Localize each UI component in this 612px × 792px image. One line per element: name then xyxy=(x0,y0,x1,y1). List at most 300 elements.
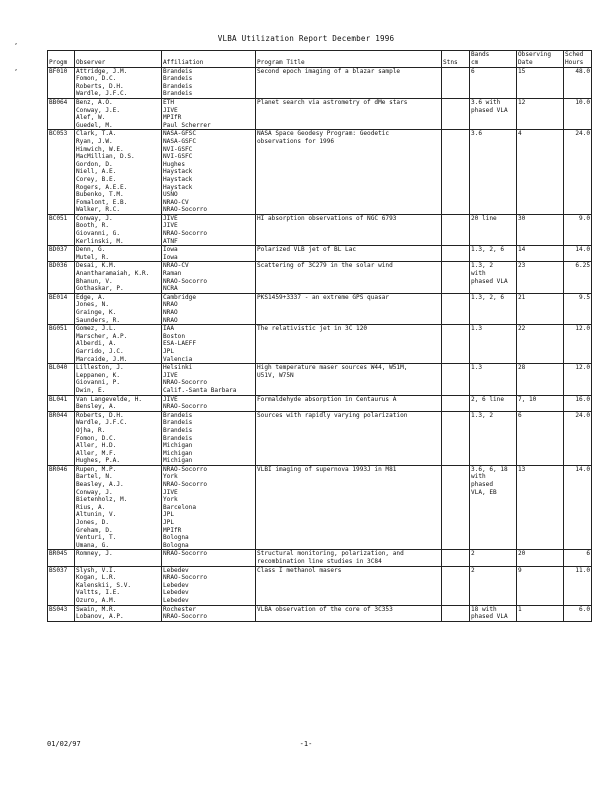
program-title xyxy=(256,67,442,98)
bands-line: with xyxy=(471,270,486,278)
observer-name: Booth, R. xyxy=(76,222,110,230)
observing-date xyxy=(517,130,564,215)
affiliation-name: ETH xyxy=(163,98,175,106)
program-title xyxy=(256,605,442,621)
affiliation-name: Bologna xyxy=(163,534,189,542)
observer-name: Roberts, D.H. xyxy=(76,82,124,90)
affiliation-name: Brandeis xyxy=(163,90,193,98)
affiliation-name: NRAO-Socorro xyxy=(163,379,208,387)
observer-name: Rogers, A.E.E. xyxy=(76,183,128,191)
program-code: BE014 xyxy=(48,293,75,324)
program-code: BR044 xyxy=(48,411,75,465)
table-row xyxy=(48,325,592,364)
date-line: 23 xyxy=(518,262,526,270)
affiliation-name: Haystack xyxy=(163,175,193,183)
observer-list xyxy=(75,566,162,605)
observer-list xyxy=(75,130,162,215)
scheduled-hours: 6.25 xyxy=(564,262,592,293)
bands xyxy=(470,293,517,324)
affiliation-name: JIVE xyxy=(163,106,178,114)
affiliation-name: Haystack xyxy=(163,168,193,176)
affiliation-name: NRAO-Socorro xyxy=(163,550,208,558)
affiliation-list xyxy=(162,246,256,262)
scheduled-hours: 9.5 xyxy=(564,293,592,324)
table-row xyxy=(48,605,592,621)
scheduled-hours: 48.0 xyxy=(564,67,592,98)
affiliation-name: Brandeis xyxy=(163,434,193,442)
date-line: 20 xyxy=(518,550,526,558)
observer-name: MacMillian, D.S. xyxy=(76,153,135,161)
scheduled-hours: 16.0 xyxy=(564,395,592,411)
scheduled-hours: 14.0 xyxy=(564,465,592,550)
observer-name: Attridge, J.M. xyxy=(76,67,128,75)
date-line: 14 xyxy=(518,246,526,254)
observer-name: Bartel, N. xyxy=(76,473,113,481)
observer-name: Jones, N. xyxy=(76,301,110,309)
program-title xyxy=(256,395,442,411)
affiliation-name: Raman xyxy=(163,270,182,278)
observer-name: Garrido, J.C. xyxy=(76,347,124,355)
bands-line: 2, 6 line xyxy=(471,395,505,403)
observer-list xyxy=(75,293,162,324)
observing-date xyxy=(517,325,564,364)
observer-name: Ryan, J.W. xyxy=(76,137,113,145)
title-line: Scattering of 3C279 in the solar wind xyxy=(257,262,393,270)
observer-name: Saunders, R. xyxy=(76,316,121,324)
affiliation-name: ATNF xyxy=(163,237,178,245)
title-line: observations for 1996 xyxy=(257,137,335,145)
scheduled-hours: 12.0 xyxy=(564,364,592,395)
observer-name: Wardle, J.F.C. xyxy=(76,90,128,98)
title-line: NASA Space Geodesy Program: Geodetic xyxy=(257,130,390,138)
col-header-program: Progm xyxy=(48,51,75,68)
bands xyxy=(470,411,517,465)
header-line: Observing xyxy=(518,51,552,58)
observer-list xyxy=(75,605,162,621)
program-code: BD036 xyxy=(48,262,75,293)
margin-mark: , xyxy=(14,38,19,46)
observer-name: Niell, A.E. xyxy=(76,168,117,176)
bands xyxy=(470,214,517,245)
program-code: BD037 xyxy=(48,246,75,262)
affiliation-name: NCRA xyxy=(163,285,178,293)
program-code: BL041 xyxy=(48,395,75,411)
stations xyxy=(442,364,470,395)
stations xyxy=(442,395,470,411)
bands xyxy=(470,130,517,215)
affiliation-list xyxy=(162,98,256,129)
affiliation-list xyxy=(162,566,256,605)
bands-line: 3.6 with xyxy=(471,98,501,106)
bands-line: phased VLA xyxy=(471,106,508,114)
affiliation-name: JIVE xyxy=(163,214,178,222)
affiliation-name: Brandeis xyxy=(163,419,193,427)
affiliation-name: JPL xyxy=(163,511,175,519)
bands-line: 1.3, 2 xyxy=(471,411,494,419)
affiliation-name: NASA-GSFC xyxy=(163,137,197,145)
date-line: 4 xyxy=(518,130,522,138)
observer-list xyxy=(75,411,162,465)
affiliation-name: NRAO-Socorro xyxy=(163,403,208,411)
observing-date xyxy=(517,262,564,293)
affiliation-name: JIVE xyxy=(163,395,178,403)
affiliation-name: NRAO xyxy=(163,301,178,309)
affiliation-name: Lebedev xyxy=(163,589,189,597)
affiliation-name: NRAO-Socorro xyxy=(163,465,208,473)
observer-name: Conway, J.E. xyxy=(76,106,121,114)
bands-line: phased VLA xyxy=(471,277,508,285)
observer-name: Rupen, M.P. xyxy=(76,465,117,473)
observer-name: Fomon, D.C. xyxy=(76,75,117,83)
scheduled-hours: 12.0 xyxy=(564,325,592,364)
observer-list xyxy=(75,214,162,245)
bands-line: phased VLA xyxy=(471,613,508,621)
affiliation-list xyxy=(162,325,256,364)
affiliation-name: Haystack xyxy=(163,183,193,191)
observer-name: Umana, G. xyxy=(76,541,110,549)
observer-name: Gothaskar, P. xyxy=(76,285,124,293)
observer-name: Walker, R.C. xyxy=(76,206,121,214)
affiliation-name: NRAO xyxy=(163,316,178,324)
date-line: 15 xyxy=(518,67,526,75)
observer-name: Swain, M.R. xyxy=(76,605,117,613)
title-line: Class I methanol masers xyxy=(257,566,342,574)
observer-list xyxy=(75,364,162,395)
program-title xyxy=(256,98,442,129)
observing-date xyxy=(517,67,564,98)
affiliation-name: Michigan xyxy=(163,449,193,457)
observer-name: Ojha, R. xyxy=(76,426,106,434)
observing-date xyxy=(517,364,564,395)
col-header-date xyxy=(517,51,564,68)
table-row xyxy=(48,550,592,566)
observer-name: Van Langevelde, H. xyxy=(76,395,143,403)
observing-date xyxy=(517,214,564,245)
affiliation-name: MPIfR xyxy=(163,526,182,534)
table-row xyxy=(48,566,592,605)
observer-name: Marscher, A.P. xyxy=(76,332,128,340)
affiliation-name: USNO xyxy=(163,191,178,199)
program-code: BR045 xyxy=(48,550,75,566)
affiliation-name: JPL xyxy=(163,519,175,527)
bands-line: 1.3, 2, 6 xyxy=(471,246,505,254)
title-line: Structural monitoring, polarization, and xyxy=(257,550,404,558)
program-title xyxy=(256,325,442,364)
affiliation-name: Paul Scherrer xyxy=(163,121,211,129)
observer-name: Bhanun, V. xyxy=(76,277,113,285)
title-line: recombination line studies in 3C84 xyxy=(257,558,382,565)
affiliation-list xyxy=(162,411,256,465)
affiliation-name: NASA-GFSC xyxy=(163,130,197,138)
affiliation-list xyxy=(162,262,256,293)
program-title xyxy=(256,293,442,324)
report-title: VLBA Utilization Report December 1996 xyxy=(217,34,395,43)
affiliation-name: NRAO-Socorro xyxy=(163,230,208,238)
program-code: BS037 xyxy=(48,566,75,605)
affiliation-name: York xyxy=(163,473,178,481)
affiliation-name: Valencia xyxy=(163,355,193,363)
observer-name: Alberdi, A. xyxy=(76,340,117,348)
affiliation-name: Rochester xyxy=(163,605,197,613)
page-number: -1- xyxy=(299,740,313,748)
observing-date xyxy=(517,411,564,465)
affiliation-name: Brandeis xyxy=(163,82,193,90)
bands-line: 1.3 xyxy=(471,364,483,372)
observing-date xyxy=(517,395,564,411)
stations xyxy=(442,293,470,324)
bands-line: 18 with xyxy=(471,605,497,613)
col-header-bands xyxy=(470,51,517,68)
affiliation-name: NVI-GSFC xyxy=(163,145,193,153)
observer-name: Rius, A. xyxy=(76,503,106,511)
date-line: 13 xyxy=(518,465,526,473)
bands xyxy=(470,550,517,566)
affiliation-name: Iowa xyxy=(163,253,178,261)
col-header-affiliation: Affiliation xyxy=(162,51,256,68)
observer-list xyxy=(75,325,162,364)
bands-line: 1.3, 2, 6 xyxy=(471,293,505,301)
date-line: 28 xyxy=(518,364,526,372)
table-row xyxy=(48,67,592,98)
margin-mark: , xyxy=(14,64,19,72)
affiliation-list xyxy=(162,395,256,411)
table-row xyxy=(48,130,592,215)
stations xyxy=(442,465,470,550)
program-title xyxy=(256,465,442,550)
scheduled-hours: 10.0 xyxy=(564,98,592,129)
header-line: Hours xyxy=(565,58,584,66)
utilization-table xyxy=(47,50,592,622)
observer-name: Romney, J. xyxy=(76,550,113,558)
observer-name: Leppanen, K. xyxy=(76,371,121,379)
stations xyxy=(442,98,470,129)
observer-name: Anantharamaiah, K.R. xyxy=(76,270,150,278)
date-line: 12 xyxy=(518,98,526,106)
affiliation-name: MPIfR xyxy=(163,114,182,122)
program-code: BG051 xyxy=(48,325,75,364)
observer-name: Himwich, W.E. xyxy=(76,145,124,153)
affiliation-list xyxy=(162,293,256,324)
bands-line: 3.6, 6, 18 xyxy=(471,465,508,473)
affiliation-name: NRAO-Socorro xyxy=(163,277,208,285)
col-header-stns: Stns xyxy=(442,51,470,68)
footer-date: 01/02/97 xyxy=(47,740,81,748)
affiliation-name: Lebedev xyxy=(163,566,189,574)
observer-list xyxy=(75,67,162,98)
affiliation-name: Calif.-Santa Barbara xyxy=(163,386,237,394)
date-line: 9 xyxy=(518,566,522,574)
affiliation-list xyxy=(162,465,256,550)
scheduled-hours: 14.0 xyxy=(564,246,592,262)
observer-name: Lobanov, A.P. xyxy=(76,613,124,621)
affiliation-name: IAA xyxy=(163,325,175,333)
bands xyxy=(470,325,517,364)
date-line: 30 xyxy=(518,214,526,222)
table-row xyxy=(48,98,592,129)
title-line: Sources with rapidly varying polarization xyxy=(257,411,408,419)
observer-name: Greham, D. xyxy=(76,526,113,534)
title-line: Second epoch imaging of a blazar sample xyxy=(257,67,401,75)
header-line: Sched xyxy=(565,51,584,58)
program-code: BR046 xyxy=(48,465,75,550)
stations xyxy=(442,67,470,98)
table-row xyxy=(48,364,592,395)
bands-line: 2 xyxy=(471,566,475,574)
affiliation-name: Michigan xyxy=(163,457,193,465)
affiliation-name: NRAO xyxy=(163,309,178,316)
observer-name: Valtts, I.E. xyxy=(76,589,121,597)
bands-line: 6 xyxy=(471,67,475,75)
table-body xyxy=(48,67,592,621)
stations xyxy=(442,214,470,245)
table-row xyxy=(48,465,592,550)
bands xyxy=(470,364,517,395)
affiliation-list xyxy=(162,214,256,245)
observer-name: Benz, A.O. xyxy=(76,98,113,106)
affiliation-name: NRAO-CV xyxy=(163,198,189,206)
observer-name: Guedel, M. xyxy=(76,121,113,129)
affiliation-list xyxy=(162,67,256,98)
observer-name: Alef, W. xyxy=(76,114,106,122)
title-line: U51V, W75N xyxy=(257,371,294,379)
observer-name: Grainge, K. xyxy=(76,309,117,316)
scheduled-hours: 11.0 xyxy=(564,566,592,605)
affiliation-name: Hughes xyxy=(163,160,186,168)
observing-date xyxy=(517,293,564,324)
affiliation-name: NRAO-Socorro xyxy=(163,206,208,214)
scheduled-hours: 9.0 xyxy=(564,214,592,245)
affiliation-name: JIVE xyxy=(163,222,178,230)
affiliation-name: York xyxy=(163,496,178,504)
bands xyxy=(470,262,517,293)
observer-name: Giovanni, P. xyxy=(76,379,121,387)
table-row xyxy=(48,395,592,411)
observing-date xyxy=(517,98,564,129)
observer-name: Dwin, E. xyxy=(76,386,106,394)
observer-name: Aller, H.D. xyxy=(76,442,117,450)
date-line: 7, 10 xyxy=(518,395,537,403)
program-code: BB064 xyxy=(48,98,75,129)
table-row xyxy=(48,262,592,293)
affiliation-list xyxy=(162,130,256,215)
observer-name: Fomalont, E.B. xyxy=(76,198,128,206)
observing-date xyxy=(517,465,564,550)
date-line: 1 xyxy=(518,605,522,613)
observer-list xyxy=(75,395,162,411)
affiliation-name: Barcelona xyxy=(163,503,197,511)
title-line: Planet search via astrometry of dMe stars xyxy=(257,98,408,106)
date-line: 22 xyxy=(518,325,526,333)
program-title xyxy=(256,214,442,245)
affiliation-name: Lebedev xyxy=(163,581,189,589)
bands xyxy=(470,566,517,605)
affiliation-name: Brandeis xyxy=(163,411,193,419)
observer-name: Kalenskii, S.V. xyxy=(76,581,132,589)
bands xyxy=(470,395,517,411)
affiliation-list xyxy=(162,605,256,621)
observer-name: Bietenholz, M. xyxy=(76,496,128,504)
affiliation-name: Iowa xyxy=(163,246,178,254)
program-title xyxy=(256,566,442,605)
observer-name: Kerlinski, M. xyxy=(76,237,124,245)
bands-line: VLA, EB xyxy=(471,488,497,496)
observer-name: Venturi, T. xyxy=(76,534,117,542)
observer-list xyxy=(75,98,162,129)
observer-name: Bubenko, T.M. xyxy=(76,191,124,199)
stations xyxy=(442,411,470,465)
observer-name: Hughes, P.A. xyxy=(76,457,121,465)
affiliation-name: Bologna xyxy=(163,541,189,549)
header-line: Bands xyxy=(471,51,490,58)
table-row xyxy=(48,246,592,262)
bands xyxy=(470,465,517,550)
affiliation-name: Lebedev xyxy=(163,596,189,604)
affiliation-name: Michigan xyxy=(163,442,193,450)
observer-name: Ozuro, A.M. xyxy=(76,596,117,604)
observing-date xyxy=(517,605,564,621)
program-title xyxy=(256,411,442,465)
stations xyxy=(442,325,470,364)
title-line: Polarized VLB jet of BL Lac xyxy=(257,246,357,254)
title-line: High temperature maser sources W44, W51M, xyxy=(257,364,408,372)
observer-name: Jones, D. xyxy=(76,519,110,527)
col-header-hours xyxy=(564,51,592,68)
table-row xyxy=(48,411,592,465)
title-line: Formaldehyde absorption in Centaurus A xyxy=(257,395,397,403)
observer-name: Corey, B.E. xyxy=(76,175,117,183)
program-title xyxy=(256,130,442,215)
bands xyxy=(470,246,517,262)
table-row xyxy=(48,293,592,324)
scheduled-hours: 24.0 xyxy=(564,411,592,465)
program-title xyxy=(256,262,442,293)
affiliation-name: NRAO-CV xyxy=(163,262,189,270)
observer-name: Clark, T.A. xyxy=(76,130,117,138)
program-code: BS043 xyxy=(48,605,75,621)
affiliation-name: Cambridge xyxy=(163,293,197,301)
title-line: VLBA observation of the core of 3C353 xyxy=(257,605,393,613)
program-code: BL040 xyxy=(48,364,75,395)
affiliation-name: NRAO-Socorro xyxy=(163,613,208,621)
bands-line: 2 xyxy=(471,550,475,558)
observing-date xyxy=(517,246,564,262)
observer-name: Desai, K.M. xyxy=(76,262,117,270)
stations xyxy=(442,262,470,293)
bands xyxy=(470,98,517,129)
title-line: HI absorption observations of NGC 6793 xyxy=(257,214,397,222)
affiliation-name: JIVE xyxy=(163,371,178,379)
observer-name: Giovanni, G. xyxy=(76,230,121,238)
affiliation-name: Boston xyxy=(163,332,186,340)
program-code: BF010 xyxy=(48,67,75,98)
observing-date xyxy=(517,566,564,605)
observer-name: Lilleston, J. xyxy=(76,364,124,372)
observer-name: Altunin, V. xyxy=(76,511,117,519)
affiliation-name: JPL xyxy=(163,347,175,355)
observer-name: Slysh, V.I. xyxy=(76,566,117,574)
affiliation-name: NRAO-Socorro xyxy=(163,481,208,489)
bands xyxy=(470,67,517,98)
stations xyxy=(442,246,470,262)
scheduled-hours: 6 xyxy=(564,550,592,566)
bands-line: 1.3 xyxy=(471,325,483,333)
observer-name: Mutel, R. xyxy=(76,253,110,261)
observer-list xyxy=(75,246,162,262)
header-line: cm xyxy=(471,58,479,66)
bands xyxy=(470,605,517,621)
affiliation-name: Brandeis xyxy=(163,75,193,83)
header-line: Date xyxy=(518,58,533,66)
